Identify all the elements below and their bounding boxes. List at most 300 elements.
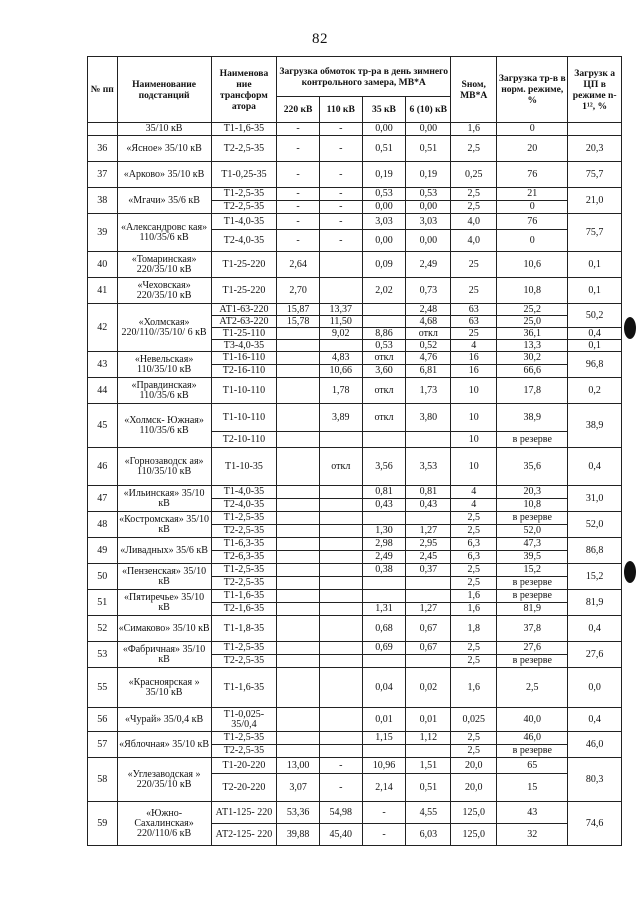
substation-name-cell: «Невельская» 110/35/10 кВ [117, 352, 211, 378]
snom-cell: 25 [451, 278, 497, 304]
load-610-cell: 1,51 [406, 758, 451, 774]
transformer-cell: Т1-1,6-35 [211, 123, 277, 136]
load-cp-cell: 0,1 [568, 278, 622, 304]
load-220-cell [277, 642, 320, 655]
load-220-cell: 3,07 [277, 774, 320, 802]
header-substation-name: Наименование подстанций [117, 57, 211, 123]
snom-cell: 2,5 [451, 564, 497, 577]
load-110-cell [319, 668, 362, 708]
transformer-cell: Т1-2,5-35 [211, 642, 277, 655]
header-load-cp: Загрузк а ЦП в режиме n-1¹², % [568, 57, 622, 123]
load-110-cell [319, 432, 362, 448]
load-35-cell: 3,60 [362, 365, 406, 378]
load-norm-cell: 15 [497, 774, 568, 802]
load-110-cell: 1,78 [319, 378, 362, 404]
row-number-cell: 51 [88, 590, 118, 616]
substation-name-cell: «Горнозаводск ая» 110/35/10 кВ [117, 448, 211, 486]
load-110-cell [319, 486, 362, 499]
load-220-cell: 15,87 [277, 304, 320, 316]
row-number-cell: 59 [88, 802, 118, 846]
load-110-cell: - [319, 774, 362, 802]
snom-cell: 6,3 [451, 538, 497, 551]
load-norm-cell: 46,0 [497, 732, 568, 745]
load-cp-cell: 0,1 [568, 252, 622, 278]
load-35-cell: 1,15 [362, 732, 406, 745]
load-110-cell: 13,37 [319, 304, 362, 316]
transformer-cell: Т1-25-110 [211, 328, 277, 340]
load-220-cell [277, 404, 320, 432]
substation-name-cell: «Правдинская» 110/35/6 кВ [117, 378, 211, 404]
binder-hole [624, 561, 636, 583]
substation-name-cell: 35/10 кВ [117, 123, 211, 136]
load-110-cell [319, 642, 362, 655]
transformer-cell: Т1-1,6-35 [211, 590, 277, 603]
substation-name-cell: «Фабричная» 35/10 кВ [117, 642, 211, 668]
substation-name-cell: «Костромская» 35/10 кВ [117, 512, 211, 538]
load-220-cell [277, 655, 320, 668]
substation-name-cell: «Чурай» 35/0,4 кВ [117, 708, 211, 732]
load-110-cell: 4,83 [319, 352, 362, 365]
load-110-cell [319, 745, 362, 758]
transformer-cell: АТ1-125- 220 [211, 802, 277, 824]
load-cp-cell: 50,2 [568, 304, 622, 328]
table-row [88, 448, 622, 486]
row-number-cell: 39 [88, 214, 118, 252]
row-number-cell: 46 [88, 448, 118, 486]
load-220-cell [277, 564, 320, 577]
load-35-cell: 0,68 [362, 616, 406, 642]
load-610-cell: 4,55 [406, 802, 451, 824]
substation-name-cell: «Яблочная» 35/10 кВ [117, 732, 211, 758]
snom-cell: 10 [451, 404, 497, 432]
load-110-cell: 9,02 [319, 328, 362, 340]
load-norm-cell: 36,1 [497, 328, 568, 340]
load-110-cell [319, 512, 362, 525]
substation-name-cell: «Холмск- Южная» 110/35/6 кВ [117, 404, 211, 448]
load-110-cell: - [319, 214, 362, 230]
load-norm-cell: 21 [497, 188, 568, 201]
load-cp-cell: 0,4 [568, 616, 622, 642]
load-35-cell: 0,00 [362, 201, 406, 214]
load-norm-cell: 35,6 [497, 448, 568, 486]
header-kv35: 35 кВ [362, 97, 406, 123]
load-35-cell [362, 745, 406, 758]
load-cp-cell: 96,8 [568, 352, 622, 378]
load-110-cell [319, 252, 362, 278]
load-norm-cell: в резерве [497, 655, 568, 668]
load-110-cell: - [319, 758, 362, 774]
load-norm-cell: в резерве [497, 432, 568, 448]
load-220-cell: 53,36 [277, 802, 320, 824]
table-row [88, 136, 622, 162]
load-610-cell: 0,73 [406, 278, 451, 304]
load-220-cell: - [277, 201, 320, 214]
load-norm-cell: 40,0 [497, 708, 568, 732]
load-220-cell [277, 577, 320, 590]
load-norm-cell: 39,5 [497, 551, 568, 564]
load-35-cell [362, 655, 406, 668]
load-610-cell: 1,27 [406, 603, 451, 616]
transformer-cell: Т2-2,5-35 [211, 525, 277, 538]
load-110-cell [319, 732, 362, 745]
transformer-cell: Т1-4,0-35 [211, 214, 277, 230]
load-cp-cell: 21,0 [568, 188, 622, 214]
load-norm-cell: 65 [497, 758, 568, 774]
load-220-cell [277, 352, 320, 365]
row-number-cell: 44 [88, 378, 118, 404]
row-number-cell: 55 [88, 668, 118, 708]
row-number-cell: 42 [88, 304, 118, 352]
row-number-cell: 57 [88, 732, 118, 758]
transformer-cell: Т1-2,5-35 [211, 564, 277, 577]
load-cp-cell: 27,6 [568, 642, 622, 668]
transformer-cell: Т1-16-110 [211, 352, 277, 365]
snom-cell: 2,5 [451, 136, 497, 162]
table-row [88, 590, 622, 603]
snom-cell: 63 [451, 304, 497, 316]
snom-cell: 2,5 [451, 642, 497, 655]
load-35-cell: 2,49 [362, 551, 406, 564]
substation-name-cell: «Томаринская» 220/35/10 кВ [117, 252, 211, 278]
load-35-cell [362, 512, 406, 525]
snom-cell: 4 [451, 486, 497, 499]
transformer-cell: Т1-2,5-35 [211, 188, 277, 201]
snom-cell: 4,0 [451, 214, 497, 230]
load-610-cell: 4,76 [406, 352, 451, 365]
load-110-cell: 45,40 [319, 824, 362, 846]
load-110-cell: - [319, 136, 362, 162]
binder-hole [624, 317, 636, 339]
transformer-cell: Т1-10-110 [211, 404, 277, 432]
substation-name-cell: «Ильинская» 35/10 кВ [117, 486, 211, 512]
load-cp-cell: 46,0 [568, 732, 622, 758]
snom-cell: 2,5 [451, 525, 497, 538]
load-610-cell [406, 590, 451, 603]
load-norm-cell: 10,8 [497, 278, 568, 304]
table-row [88, 512, 622, 525]
load-110-cell: - [319, 188, 362, 201]
table-row [88, 564, 622, 577]
snom-cell: 1,6 [451, 668, 497, 708]
load-110-cell: - [319, 162, 362, 188]
table-row [88, 708, 622, 732]
row-number-cell: 49 [88, 538, 118, 564]
load-cp-cell: 0,4 [568, 448, 622, 486]
transformer-cell: АТ1-63-220 [211, 304, 277, 316]
load-610-cell: 0,43 [406, 499, 451, 512]
transformer-cell: Т2-2,5-35 [211, 136, 277, 162]
load-110-cell [319, 340, 362, 352]
load-220-cell [277, 745, 320, 758]
load-35-cell: 1,30 [362, 525, 406, 538]
load-610-cell: 2,48 [406, 304, 451, 316]
load-610-cell: 0,67 [406, 642, 451, 655]
load-110-cell [319, 655, 362, 668]
load-610-cell: 0,81 [406, 486, 451, 499]
load-110-cell: 10,66 [319, 365, 362, 378]
table-body [88, 123, 622, 846]
load-610-cell: 1,73 [406, 378, 451, 404]
load-110-cell: 3,89 [319, 404, 362, 432]
load-610-cell [406, 577, 451, 590]
transformer-cell: Т2-4,0-35 [211, 230, 277, 252]
transformer-cell: Т2-2,5-35 [211, 201, 277, 214]
load-220-cell [277, 328, 320, 340]
table-row [88, 616, 622, 642]
load-35-cell: 0,19 [362, 162, 406, 188]
transformer-cell: Т1-0,025- 35/0,4 [211, 708, 277, 732]
table-row [88, 304, 622, 316]
load-cp-cell: 0,1 [568, 340, 622, 352]
snom-cell: 16 [451, 352, 497, 365]
row-number-cell: 56 [88, 708, 118, 732]
snom-cell: 20,0 [451, 758, 497, 774]
load-220-cell: - [277, 188, 320, 201]
load-35-cell: 8,86 [362, 328, 406, 340]
row-number-cell: 52 [88, 616, 118, 642]
load-220-cell [277, 603, 320, 616]
substation-name-cell: «Чеховская» 220/35/10 кВ [117, 278, 211, 304]
substation-name-cell: «Красноярская » 35/10 кВ [117, 668, 211, 708]
transformer-cell: Т3-4,0-35 [211, 340, 277, 352]
load-35-cell [362, 577, 406, 590]
snom-cell: 10 [451, 378, 497, 404]
load-110-cell [319, 590, 362, 603]
snom-cell: 16 [451, 365, 497, 378]
load-220-cell [277, 551, 320, 564]
transformer-cell: Т1-25-220 [211, 252, 277, 278]
transformer-cell: Т2-6,3-35 [211, 551, 277, 564]
substation-load-table [87, 56, 622, 846]
transformer-cell: Т2-2,5-35 [211, 577, 277, 590]
load-35-cell: 2,02 [362, 278, 406, 304]
load-220-cell: 13,00 [277, 758, 320, 774]
load-110-cell [319, 708, 362, 732]
load-610-cell: 3,80 [406, 404, 451, 432]
load-110-cell: - [319, 123, 362, 136]
transformer-cell: Т1-25-220 [211, 278, 277, 304]
snom-cell: 2,5 [451, 655, 497, 668]
substation-name-cell: «Александровс кая» 110/35/6 кВ [117, 214, 211, 252]
header-snom: Sном, МВ*А [451, 57, 497, 123]
load-cp-cell: 75,7 [568, 214, 622, 252]
load-220-cell: - [277, 123, 320, 136]
row-number-cell: 47 [88, 486, 118, 512]
load-norm-cell: 13,3 [497, 340, 568, 352]
load-110-cell [319, 577, 362, 590]
load-110-cell: 11,50 [319, 316, 362, 328]
load-norm-cell: 0 [497, 230, 568, 252]
transformer-cell: Т2-2,5-35 [211, 655, 277, 668]
load-norm-cell: 38,9 [497, 404, 568, 432]
snom-cell: 6,3 [451, 551, 497, 564]
transformer-cell: Т2-2,5-35 [211, 745, 277, 758]
load-610-cell: 6,03 [406, 824, 451, 846]
load-35-cell: 0,00 [362, 230, 406, 252]
header-transformer-name: Наименова ние трансформ атора [211, 57, 277, 123]
load-norm-cell: 52,0 [497, 525, 568, 538]
header-kv610: 6 (10) кВ [406, 97, 451, 123]
load-norm-cell: 37,8 [497, 616, 568, 642]
load-610-cell [406, 432, 451, 448]
load-cp-cell: 20,3 [568, 136, 622, 162]
row-number-cell: 45 [88, 404, 118, 448]
page-number: 82 [312, 31, 328, 47]
load-norm-cell: в резерве [497, 590, 568, 603]
load-cp-cell: 75,7 [568, 162, 622, 188]
load-610-cell: откл [406, 328, 451, 340]
transformer-cell: АТ2-125- 220 [211, 824, 277, 846]
snom-cell: 2,5 [451, 201, 497, 214]
snom-cell: 125,0 [451, 824, 497, 846]
load-35-cell: откл [362, 352, 406, 365]
load-220-cell: 2,64 [277, 252, 320, 278]
snom-cell: 1,6 [451, 123, 497, 136]
load-35-cell: 10,96 [362, 758, 406, 774]
row-number-cell [88, 123, 118, 136]
table-row [88, 123, 622, 136]
load-220-cell [277, 512, 320, 525]
row-number-cell: 37 [88, 162, 118, 188]
header-load-group: Загрузка обмоток тр-ра в день зимнего контрольного замера, МВ*А [277, 57, 451, 97]
load-220-cell: 15,78 [277, 316, 320, 328]
load-610-cell: 0,67 [406, 616, 451, 642]
load-cp-cell: 31,0 [568, 486, 622, 512]
substation-name-cell: «Пензенская» 35/10 кВ [117, 564, 211, 590]
snom-cell: 125,0 [451, 802, 497, 824]
load-norm-cell: в резерве [497, 512, 568, 525]
load-cp-cell: 0,0 [568, 668, 622, 708]
load-35-cell: откл [362, 404, 406, 432]
load-35-cell: 0,01 [362, 708, 406, 732]
transformer-cell: Т1-4,0-35 [211, 486, 277, 499]
load-220-cell: - [277, 136, 320, 162]
load-35-cell: 0,09 [362, 252, 406, 278]
load-610-cell: 0,00 [406, 123, 451, 136]
snom-cell: 1,6 [451, 590, 497, 603]
load-norm-cell: 17,8 [497, 378, 568, 404]
transformer-cell: Т1-20-220 [211, 758, 277, 774]
substation-name-cell: «Арково» 35/10 кВ [117, 162, 211, 188]
load-norm-cell: 76 [497, 214, 568, 230]
load-cp-cell: 0,4 [568, 328, 622, 340]
load-110-cell [319, 525, 362, 538]
load-610-cell: 2,49 [406, 252, 451, 278]
table-row [88, 758, 622, 774]
transformer-cell: Т1-6,3-35 [211, 538, 277, 551]
load-610-cell: 3,03 [406, 214, 451, 230]
load-610-cell: 2,45 [406, 551, 451, 564]
load-220-cell: - [277, 162, 320, 188]
transformer-cell: Т1-1,8-35 [211, 616, 277, 642]
load-norm-cell: 10,6 [497, 252, 568, 278]
load-35-cell [362, 590, 406, 603]
load-norm-cell: 66,6 [497, 365, 568, 378]
load-610-cell: 0,19 [406, 162, 451, 188]
snom-cell: 2,5 [451, 188, 497, 201]
snom-cell: 2,5 [451, 512, 497, 525]
substation-name-cell: «Ливадных» 35/6 кВ [117, 538, 211, 564]
load-norm-cell: 10,8 [497, 499, 568, 512]
load-cp-cell: 52,0 [568, 512, 622, 538]
load-35-cell: 1,31 [362, 603, 406, 616]
load-cp-cell: 81,9 [568, 590, 622, 616]
snom-cell: 2,5 [451, 732, 497, 745]
load-610-cell: 0,51 [406, 136, 451, 162]
load-35-cell: 2,14 [362, 774, 406, 802]
row-number-cell: 50 [88, 564, 118, 590]
load-norm-cell: в резерве [497, 745, 568, 758]
load-610-cell [406, 655, 451, 668]
load-35-cell [362, 304, 406, 316]
load-35-cell: 0,81 [362, 486, 406, 499]
load-norm-cell: в резерве [497, 577, 568, 590]
load-norm-cell: 81,9 [497, 603, 568, 616]
load-110-cell: - [319, 201, 362, 214]
substation-name-cell: «Углезаводская » 220/35/10 кВ [117, 758, 211, 802]
load-610-cell: 3,53 [406, 448, 451, 486]
load-220-cell [277, 668, 320, 708]
load-220-cell [277, 448, 320, 486]
substation-name-cell: «Мгачи» 35/6 кВ [117, 188, 211, 214]
table-row [88, 486, 622, 499]
load-610-cell [406, 512, 451, 525]
snom-cell: 0,25 [451, 162, 497, 188]
header-num: № пп [88, 57, 118, 123]
row-number-cell: 48 [88, 512, 118, 538]
snom-cell: 4 [451, 499, 497, 512]
load-610-cell: 0,02 [406, 668, 451, 708]
load-35-cell [362, 316, 406, 328]
load-610-cell: 1,12 [406, 732, 451, 745]
snom-cell: 10 [451, 432, 497, 448]
load-610-cell: 2,95 [406, 538, 451, 551]
load-norm-cell: 25,0 [497, 316, 568, 328]
table-row [88, 278, 622, 304]
load-220-cell [277, 365, 320, 378]
load-220-cell [277, 616, 320, 642]
row-number-cell: 41 [88, 278, 118, 304]
load-220-cell [277, 432, 320, 448]
load-35-cell: 0,51 [362, 136, 406, 162]
snom-cell: 10 [451, 448, 497, 486]
table-row [88, 642, 622, 655]
load-610-cell: 4,68 [406, 316, 451, 328]
table-row [88, 252, 622, 278]
load-norm-cell: 30,2 [497, 352, 568, 365]
load-norm-cell: 0 [497, 123, 568, 136]
table-row [88, 538, 622, 551]
load-35-cell: 0,53 [362, 188, 406, 201]
snom-cell: 25 [451, 328, 497, 340]
transformer-cell: Т2-10-110 [211, 432, 277, 448]
load-610-cell: 0,00 [406, 201, 451, 214]
table-row [88, 404, 622, 432]
load-220-cell [277, 538, 320, 551]
row-number-cell: 40 [88, 252, 118, 278]
load-220-cell [277, 732, 320, 745]
load-610-cell: 0,00 [406, 230, 451, 252]
load-220-cell: 39,88 [277, 824, 320, 846]
load-norm-cell: 27,6 [497, 642, 568, 655]
transformer-cell: Т1-0,25-35 [211, 162, 277, 188]
load-35-cell: 0,00 [362, 123, 406, 136]
load-610-cell: 1,27 [406, 525, 451, 538]
load-220-cell [277, 340, 320, 352]
load-norm-cell: 76 [497, 162, 568, 188]
load-norm-cell: 32 [497, 824, 568, 846]
header-kv110: 110 кВ [319, 97, 362, 123]
